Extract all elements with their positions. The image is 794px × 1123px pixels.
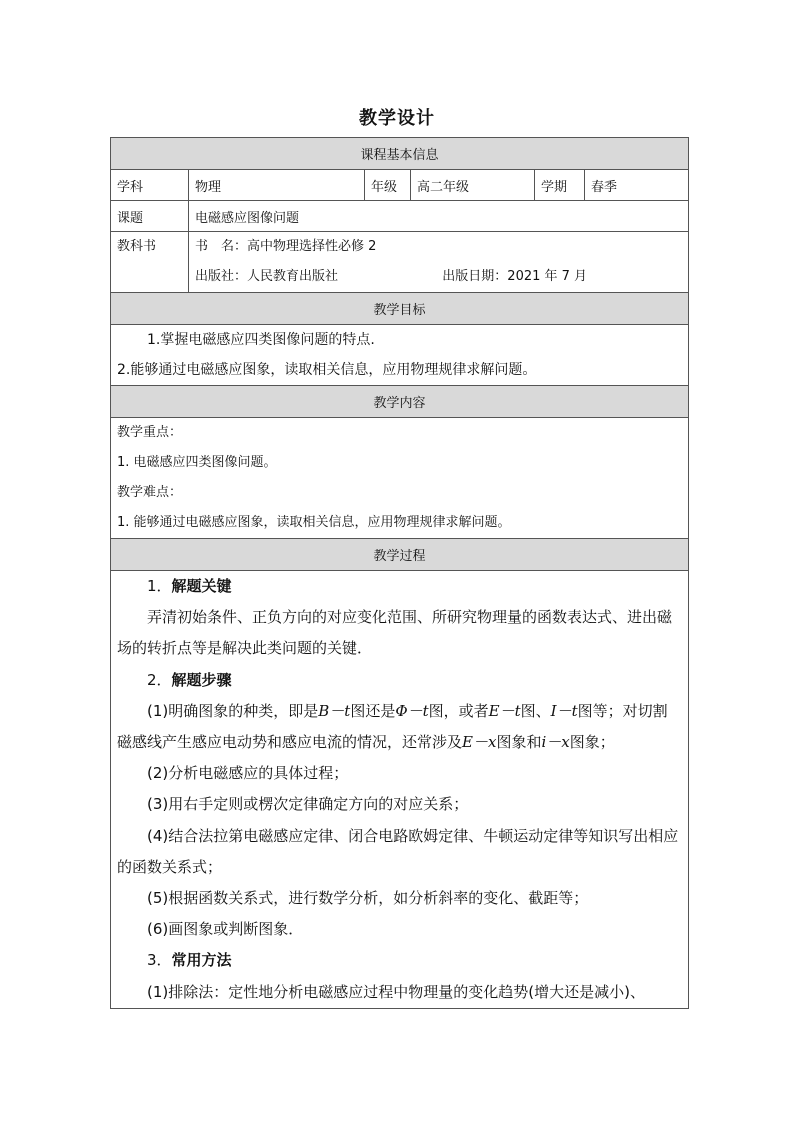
- textbook-book: 书 名：高中物理选择性必修 2: [195, 239, 377, 254]
- topic-value: 电磁感应图像问题: [189, 201, 689, 232]
- process-header: 教学过程: [111, 539, 689, 571]
- section-2-number: 2．: [147, 670, 172, 689]
- key-point-item: 1. 电磁感应四类图像问题。: [117, 455, 277, 470]
- textbook-label: [111, 232, 189, 293]
- grade-label: 年级: [365, 170, 411, 201]
- section-1-text: 弄清初始条件、正负方向的对应变化范围、所研究物理量的函数表达式、进出磁场的转折点等是解决此类问题的关键．: [117, 608, 673, 658]
- content-header: 教学内容: [111, 386, 689, 418]
- objectives-body: [111, 325, 689, 386]
- section-2-heading: [117, 665, 682, 696]
- lesson-plan-table: [110, 137, 689, 1009]
- section-3-title: 常用方法: [171, 951, 232, 970]
- difficult-points-label: 教学难点：: [117, 485, 183, 500]
- step-1-a: (1)明确图象的种类，即是: [147, 701, 319, 720]
- textbook-publisher: 出版社：人民教育出版社: [195, 269, 339, 284]
- objective-item-1: 1.掌握电磁感应四类图像问题的特点.: [147, 332, 375, 348]
- term-value: 春季: [585, 170, 689, 201]
- key-points-label: 教学重点：: [117, 425, 183, 440]
- objective-item-2: 2.能够通过电磁感应图象，读取相关信息，应用物理规律求解问题。: [117, 362, 537, 378]
- formula-i-t: I－t: [550, 701, 578, 720]
- step-1-b: 图还是: [350, 701, 396, 720]
- section-2-title: 解题步骤: [171, 670, 232, 689]
- subject-value: 物理: [189, 170, 365, 201]
- textbook-label-text: 教科书: [117, 239, 157, 254]
- grade-value: 高二年级: [411, 170, 535, 201]
- step-1-f: 图象和: [496, 733, 542, 752]
- textbook-date: 出版日期：2021 年 7 月: [442, 269, 588, 284]
- page-title: 教学设计: [359, 108, 435, 129]
- step-5: (5)根据函数关系式，进行数学分析，如分析斜率的变化、截距等；: [147, 889, 589, 908]
- subject-label: 学科: [111, 170, 189, 201]
- section-1-number: 1．: [147, 577, 172, 595]
- term-label: 学期: [535, 170, 585, 201]
- formula-phi-t: Φ－t: [395, 701, 429, 720]
- formula-b-t: B－t: [318, 701, 351, 720]
- step-1-c: 图，或者: [428, 701, 489, 720]
- topic-label: 课题: [111, 201, 189, 232]
- textbook-info: [189, 232, 689, 293]
- formula-e-x: E－x: [462, 733, 497, 752]
- step-1-e: 图等；对切割磁感线产生感应电动势和感应电流的情况，还常涉及: [117, 701, 668, 752]
- basic-info-header: 课程基本信息: [111, 138, 689, 170]
- step-1-d: 图、: [520, 701, 551, 720]
- section-3-number: 3．: [147, 951, 172, 970]
- section-3-heading: [117, 945, 682, 976]
- step-1: [117, 696, 682, 758]
- formula-e-t: E－t: [488, 701, 521, 720]
- step-4: (4)结合法拉第电磁感应定律、闭合电路欧姆定律、牛顿运动定律等知识写出相应的函数关系式；: [117, 826, 679, 876]
- section-1-title: 解题关键: [171, 577, 232, 595]
- step-1-g: 图象；: [569, 733, 615, 752]
- method-1: (1)排除法：定性地分析电磁感应过程中物理量的变化趋势(增大还是减小)、: [147, 982, 645, 1001]
- section-1-heading: [117, 571, 682, 602]
- difficult-point-item: 1. 能够通过电磁感应图象，读取相关信息，应用物理规律求解问题。: [117, 515, 511, 530]
- step-6: (6)画图象或判断图象．: [147, 920, 304, 939]
- textbook-publisher-row: [195, 262, 682, 292]
- step-3: (3)用右手定则或楞次定律确定方向的对应关系；: [147, 795, 469, 814]
- content-body: [111, 418, 689, 539]
- process-body: [111, 571, 689, 1009]
- objectives-header: 教学目标: [111, 293, 689, 325]
- formula-i-x: i－x: [541, 733, 570, 752]
- step-2: (2)分析电磁感应的具体过程；: [147, 764, 349, 783]
